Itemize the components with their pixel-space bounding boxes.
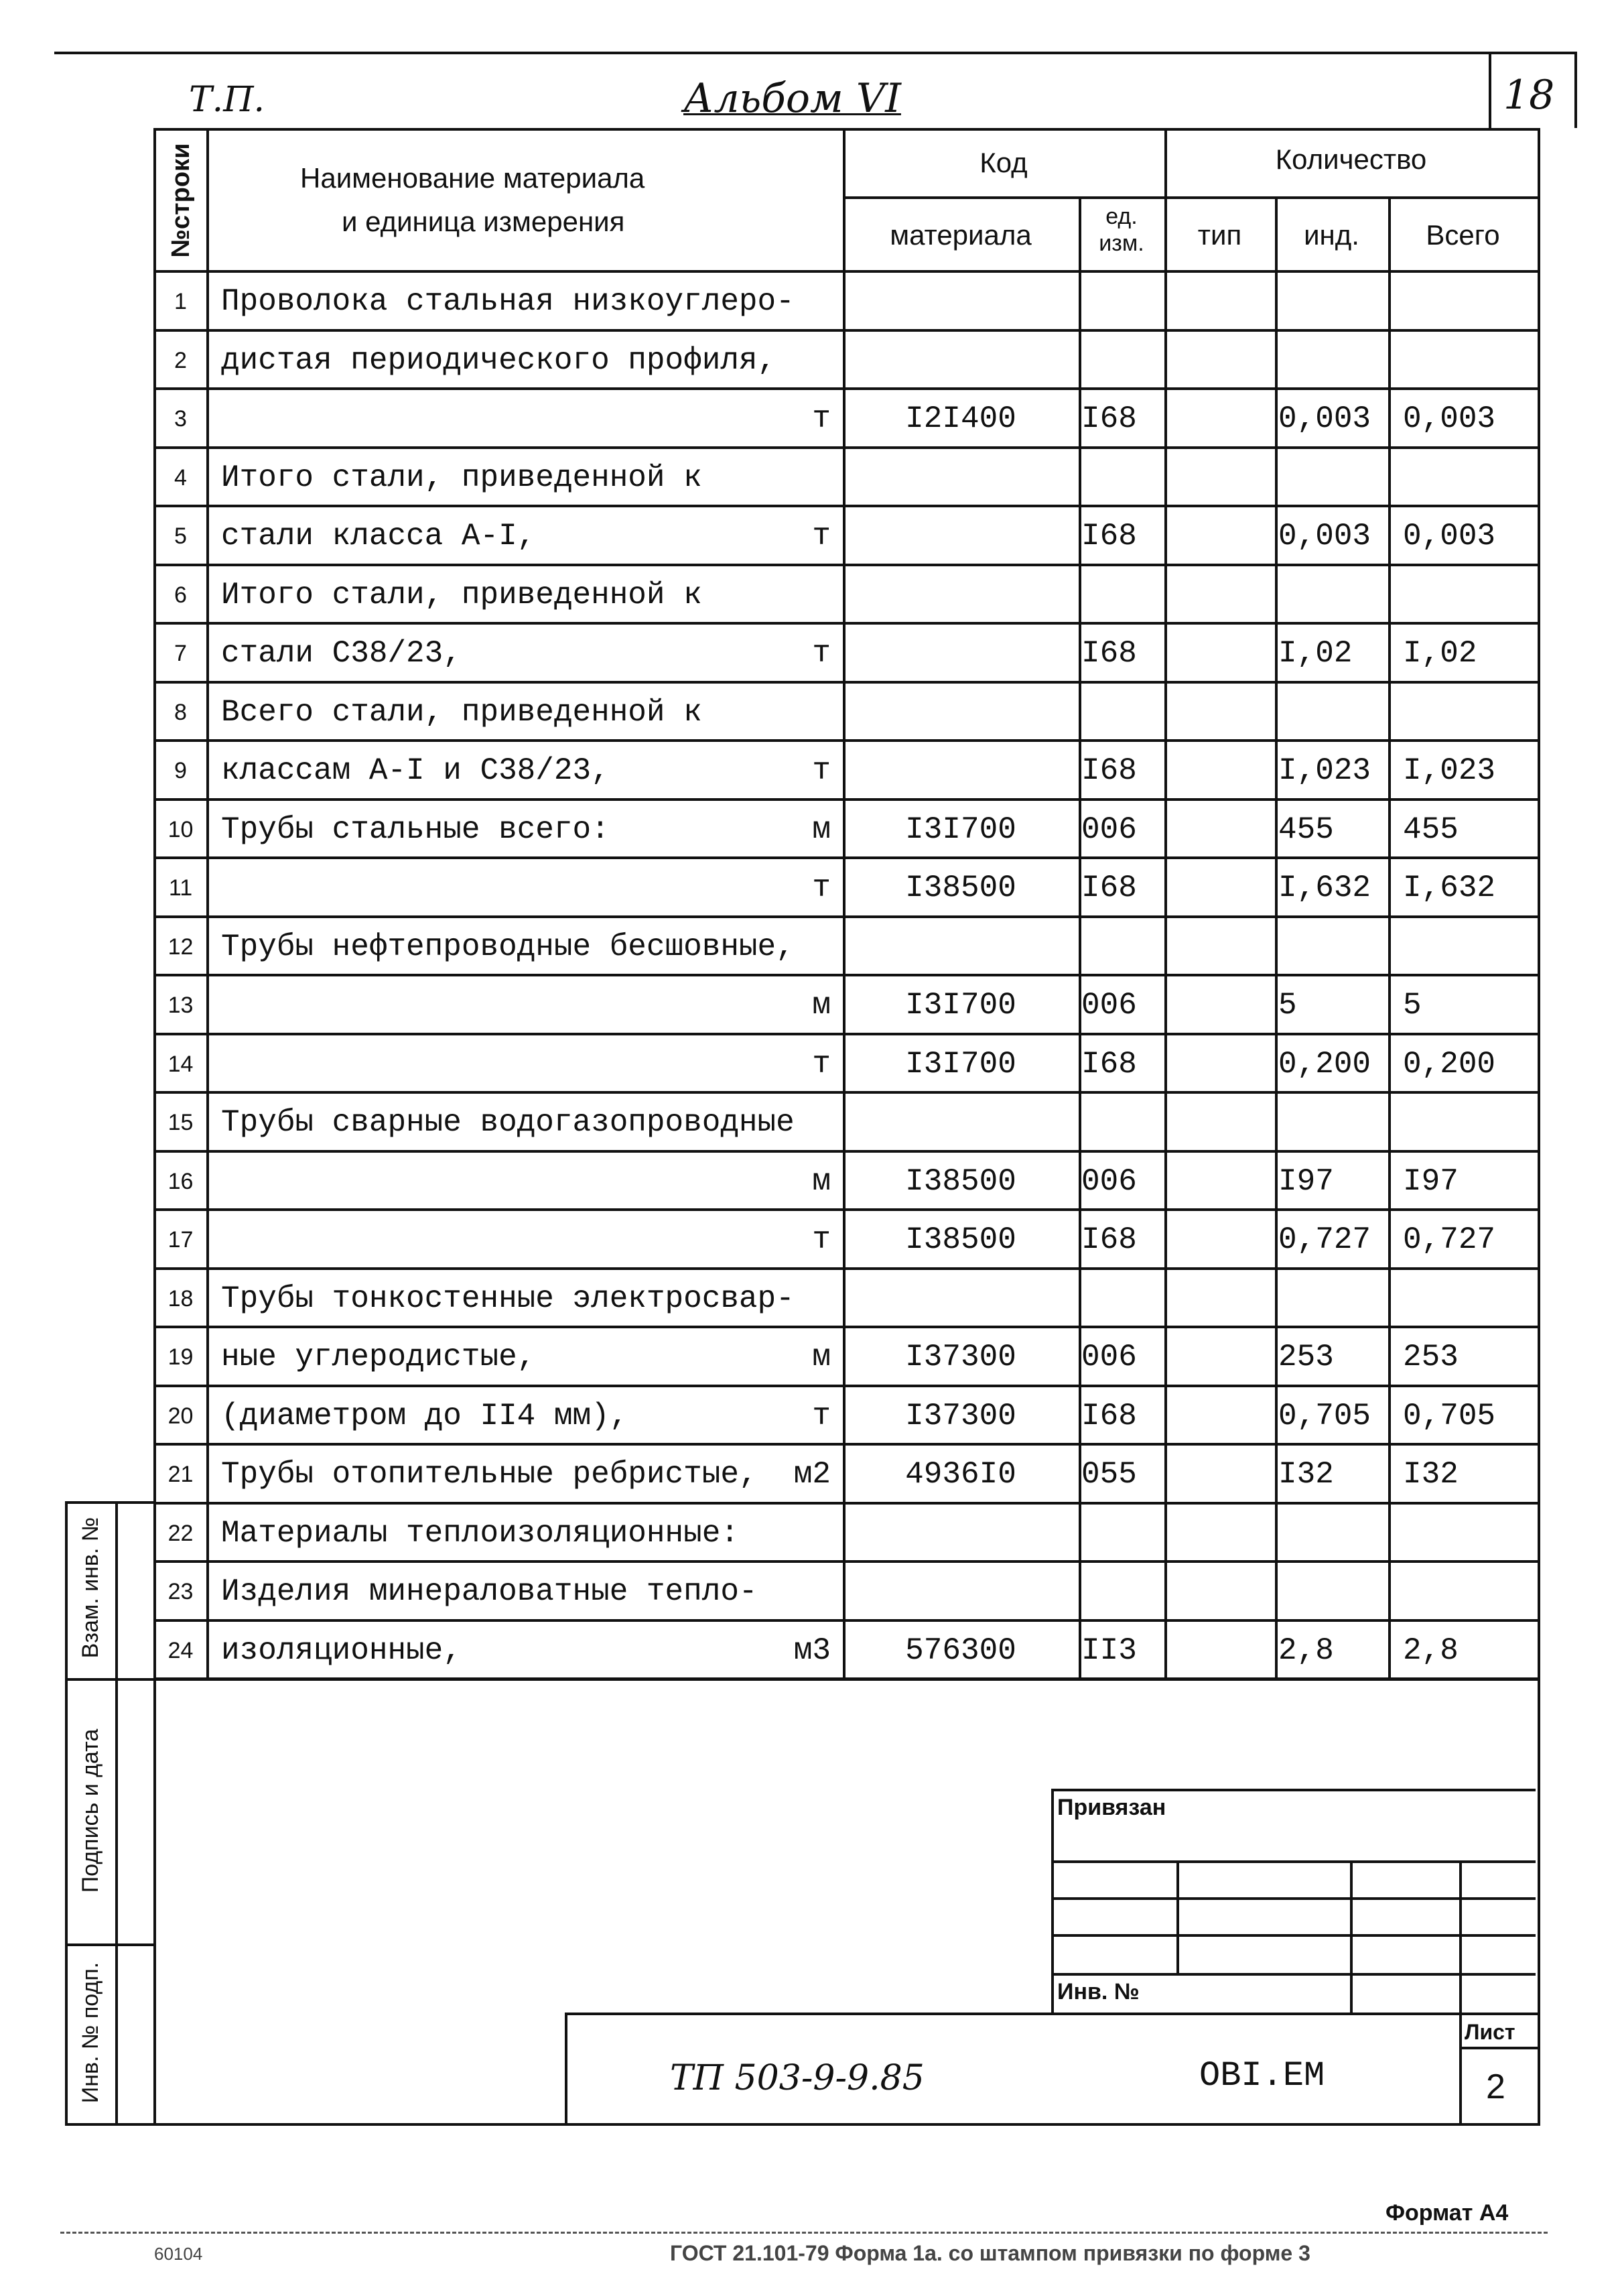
- row-number: 24: [167, 1638, 194, 1663]
- quantity-individual: 5: [1278, 988, 1297, 1023]
- quantity-individual: I32: [1278, 1457, 1334, 1492]
- material-name: дистая периодического профиля,: [221, 343, 776, 378]
- unit-code: I68: [1081, 871, 1137, 905]
- binding-col-line-1: [1176, 1860, 1179, 1973]
- table-row-line: [155, 798, 1540, 801]
- quantity-individual: 0,200: [1278, 1047, 1371, 1082]
- quantity-total: I32: [1403, 1457, 1459, 1492]
- row-number-header: №строки: [167, 143, 195, 258]
- table-row-line: [155, 505, 1540, 507]
- table-row-line: [155, 1619, 1540, 1622]
- individual-header: инд.: [1304, 219, 1359, 251]
- material-code: I38500: [905, 871, 1016, 905]
- table-row-line: [155, 681, 1540, 684]
- row-number: 12: [167, 934, 194, 960]
- material-name: (диаметром до II4 мм),: [221, 1399, 628, 1433]
- name-header-line1: Наименование материала: [300, 162, 645, 194]
- quantity-total: 455: [1403, 812, 1459, 847]
- material-name: изоляционные,: [221, 1633, 462, 1668]
- unit-label: т: [812, 871, 831, 905]
- unit-code: I68: [1081, 753, 1137, 788]
- table-row-line: [155, 622, 1540, 625]
- header-bottom-line: [155, 270, 1540, 273]
- row-number: 5: [174, 523, 187, 549]
- material-name: Итого стали, приведенной к: [221, 460, 702, 495]
- unit-code-header-line1: ед.: [1105, 204, 1138, 229]
- quantity-total: 0,003: [1403, 519, 1496, 554]
- table-row-line: [155, 1326, 1540, 1328]
- row-number: 2: [174, 348, 187, 373]
- material-code: I2I400: [905, 401, 1016, 436]
- unit-label: т: [812, 636, 831, 671]
- material-name: Трубы нефтепроводные бесшовные,: [221, 930, 795, 964]
- album-label: Альбом VI: [683, 75, 901, 122]
- table-row-line: [155, 915, 1540, 918]
- material-name: стали С38/23,: [221, 636, 462, 671]
- original-inventory-label: Инв. № подп.: [78, 1962, 103, 2104]
- quantity-individual: I,632: [1278, 871, 1371, 905]
- table-row-line: [155, 856, 1540, 859]
- quantity-total: 0,705: [1403, 1399, 1496, 1433]
- row-number: 20: [167, 1403, 194, 1429]
- row-number: 22: [167, 1521, 194, 1546]
- unit-label: т: [812, 1222, 831, 1257]
- quantity-total: 5: [1403, 988, 1422, 1023]
- material-name: Трубы стальные всего:: [221, 812, 610, 847]
- unit-code: 006: [1081, 1164, 1137, 1199]
- binding-stamp-top-line: [1051, 1789, 1536, 1791]
- row-number: 10: [167, 817, 194, 842]
- row-number: 3: [174, 406, 187, 432]
- replace-inventory-label: Взам. инв. №: [78, 1517, 103, 1659]
- side-stamp-inner-line: [115, 1501, 118, 2126]
- material-name: Трубы тонкостенные электросвар-: [221, 1281, 795, 1316]
- footer-dashed-line: [60, 2232, 1548, 2234]
- unit-label: м: [812, 812, 831, 847]
- table-top-line: [155, 128, 1540, 131]
- unit-label: т: [812, 1399, 831, 1433]
- signature-date-label: Подпись и дата: [78, 1728, 103, 1893]
- unit-code: II3: [1081, 1633, 1137, 1668]
- quantity-header: Количество: [1275, 143, 1427, 175]
- material-code: I38500: [905, 1164, 1016, 1199]
- binding-row-line-3: [1051, 1934, 1536, 1937]
- unit-label: т: [812, 401, 831, 436]
- unit-code: I68: [1081, 519, 1137, 554]
- row-number: 1: [174, 289, 187, 314]
- unit-code: I68: [1081, 401, 1137, 436]
- quantity-total: I,023: [1403, 753, 1496, 788]
- material-name: Изделия минераловатные тепло-: [221, 1574, 758, 1609]
- tp-label: Т.П.: [189, 80, 265, 120]
- table-row-line: [155, 1677, 1540, 1680]
- sheet-box-left-line: [1489, 52, 1491, 128]
- standard-note: ГОСТ 21.101-79 Форма 1а. со штампом привязки по форме 3: [670, 2241, 1310, 2265]
- title-block-top-line: [565, 2013, 1538, 2015]
- row-number: 9: [174, 758, 187, 783]
- material-code: I38500: [905, 1222, 1016, 1257]
- row-number: 17: [167, 1227, 194, 1253]
- binding-col-line-2: [1350, 1860, 1353, 2013]
- binding-inventory-label: Инв. №: [1057, 1979, 1140, 2004]
- unit-label: м2: [793, 1457, 831, 1492]
- material-name: классам А-I и С38/23,: [221, 753, 610, 788]
- unit-code: I68: [1081, 636, 1137, 671]
- side-stamp-outer-line: [65, 1501, 68, 2126]
- quantity-total: 0,727: [1403, 1222, 1496, 1257]
- material-name: Проволока стальная низкоуглеро-: [221, 284, 795, 319]
- unit-code: I68: [1081, 1399, 1137, 1433]
- material-name: ные углеродистые,: [221, 1340, 536, 1375]
- table-row-line: [155, 387, 1540, 390]
- unit-code: 006: [1081, 812, 1137, 847]
- material-code: I3I700: [905, 812, 1016, 847]
- row-number: 19: [167, 1344, 194, 1370]
- unit-code: 006: [1081, 988, 1137, 1023]
- side-stamp-divider-line: [65, 1943, 156, 1946]
- row-number: 4: [174, 465, 187, 491]
- document-code-text: OBI.EM: [1199, 2056, 1325, 2096]
- row-number: 14: [167, 1051, 194, 1077]
- unit-code: 006: [1081, 1340, 1137, 1375]
- quantity-individual: 0,003: [1278, 401, 1371, 436]
- table-row-line: [155, 1560, 1540, 1563]
- row-number: 7: [174, 641, 187, 666]
- row-number: 11: [168, 875, 193, 901]
- quantity-individual: 0,727: [1278, 1222, 1371, 1257]
- row-number: 23: [167, 1579, 194, 1604]
- unit-label: т: [812, 753, 831, 788]
- sheet-label: Лист: [1465, 2020, 1515, 2044]
- row-number: 13: [167, 993, 194, 1018]
- material-code-header: материала: [890, 219, 1032, 251]
- quantity-total: 2,8: [1403, 1633, 1459, 1668]
- quantity-individual: 2,8: [1278, 1633, 1334, 1668]
- title-block-left-line: [565, 2013, 567, 2126]
- unit-label: м: [812, 1164, 831, 1199]
- designation-text: ТП 503-9-9.85: [670, 2058, 925, 2098]
- quantity-individual: 0,003: [1278, 519, 1371, 554]
- quantity-total: 0,003: [1403, 401, 1496, 436]
- table-row-line: [155, 329, 1540, 332]
- sheet-label-line: [1459, 2047, 1538, 2049]
- unit-label: м3: [793, 1633, 831, 1668]
- table-row-line: [155, 1208, 1540, 1211]
- binding-row-line-1: [1051, 1860, 1536, 1863]
- total-header: Всего: [1426, 219, 1500, 251]
- material-name: стали класса А-I,: [221, 519, 536, 554]
- material-code: I3I700: [905, 988, 1016, 1023]
- type-header: тип: [1197, 219, 1242, 251]
- quantity-individual: I,023: [1278, 753, 1371, 788]
- binding-stamp-title: Привязан: [1057, 1795, 1166, 1820]
- side-stamp-top-line: [65, 1501, 156, 1504]
- material-name: Трубы отопительные ребристые,: [221, 1457, 758, 1492]
- table-row-line: [155, 564, 1540, 566]
- unit-code-header-line2: изм.: [1099, 231, 1144, 256]
- row-number: 18: [167, 1286, 194, 1312]
- unit-code: I68: [1081, 1222, 1137, 1257]
- binding-row-line-4: [1051, 1973, 1536, 1976]
- material-code: I3I700: [905, 1047, 1016, 1082]
- material-code: 576300: [905, 1633, 1016, 1668]
- col-line-code: [843, 128, 846, 1681]
- material-code: 4936I0: [905, 1457, 1016, 1492]
- table-row-line: [155, 1385, 1540, 1387]
- material-name: Итого стали, приведенной к: [221, 578, 702, 613]
- quantity-individual: 0,705: [1278, 1399, 1371, 1433]
- material-name: Трубы сварные водогазопроводные: [221, 1105, 795, 1140]
- unit-label: м: [812, 1340, 831, 1375]
- unit-code: I68: [1081, 1047, 1137, 1082]
- table-row-line: [155, 1150, 1540, 1153]
- row-number: 8: [174, 700, 187, 725]
- table-row-line: [155, 1267, 1540, 1270]
- table-row-line: [155, 1443, 1540, 1446]
- col-line-name: [206, 128, 209, 1681]
- sheet-value: 2: [1486, 2067, 1505, 2106]
- material-code: I37300: [905, 1340, 1016, 1375]
- unit-label: м: [812, 988, 831, 1023]
- row-number: 6: [174, 582, 187, 608]
- sheet-number: 18: [1503, 72, 1555, 119]
- quantity-total: I97: [1403, 1164, 1459, 1199]
- row-number: 15: [167, 1110, 194, 1135]
- format-label: Формат А4: [1386, 2200, 1509, 2226]
- quantity-individual: I,02: [1278, 636, 1353, 671]
- table-row-line: [155, 739, 1540, 742]
- sheet-box-right-line: [1574, 52, 1577, 128]
- material-code: I37300: [905, 1399, 1016, 1433]
- table-row-line: [155, 1033, 1540, 1035]
- material-name: Материалы теплоизоляционные:: [221, 1516, 739, 1551]
- binding-row-line-2: [1051, 1897, 1536, 1900]
- frame-bottom-line: [65, 2123, 1540, 2126]
- row-number: 21: [167, 1462, 194, 1487]
- quantity-individual: 253: [1278, 1340, 1334, 1375]
- table-row-line: [155, 974, 1540, 976]
- code-header: Код: [979, 147, 1028, 178]
- quantity-individual: I97: [1278, 1164, 1334, 1199]
- table-row-line: [155, 1091, 1540, 1094]
- table-row-line: [155, 446, 1540, 449]
- col-line-total: [1388, 196, 1391, 1681]
- table-row-line: [155, 1502, 1540, 1505]
- quantity-total: 0,200: [1403, 1047, 1496, 1082]
- unit-label: т: [812, 519, 831, 554]
- col-line-quantity: [1164, 128, 1167, 1681]
- quantity-total: I,632: [1403, 871, 1496, 905]
- frame-right-line: [1538, 128, 1540, 2126]
- col-line-individual: [1275, 196, 1278, 1681]
- quantity-total: 253: [1403, 1340, 1459, 1375]
- top-border-line: [54, 52, 1577, 54]
- binding-col-line-3: [1459, 1860, 1462, 2123]
- header-mid-line: [843, 196, 1538, 199]
- binding-stamp-left-line: [1051, 1789, 1054, 2013]
- quantity-individual: 455: [1278, 812, 1334, 847]
- unit-label: т: [812, 1047, 831, 1082]
- quantity-total: I,02: [1403, 636, 1477, 671]
- row-number: 16: [167, 1169, 194, 1194]
- left-footer-note: 60104: [154, 2244, 203, 2264]
- name-header-line2: и единица измерения: [342, 206, 625, 237]
- unit-code: 055: [1081, 1457, 1137, 1492]
- material-name: Всего стали, приведенной к: [221, 695, 702, 730]
